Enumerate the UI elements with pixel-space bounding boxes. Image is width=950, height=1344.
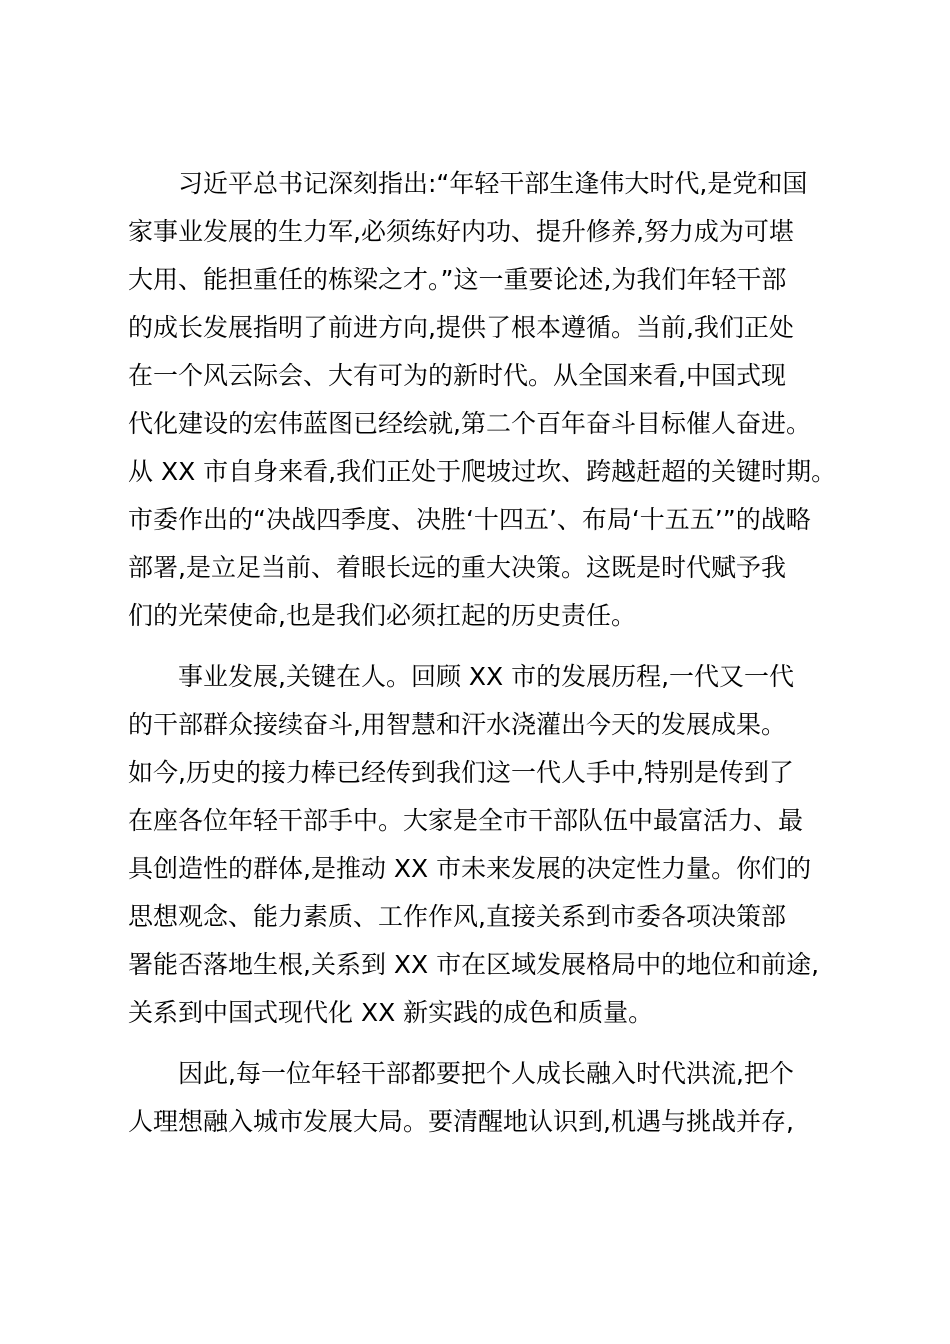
text-line: 在座各位年轻干部手中。大家是全市干部队伍中最富活力、最 [128,806,804,835]
text-line: 在一个风云际会、大有可为的新时代。从全国来看,中国式现 [128,361,786,390]
text-line: 市委作出的“决战四季度、决胜‘十四五’、布局‘十五五’”的战略 [128,505,811,534]
paragraph-3 [128,1050,848,1146]
text-line: 如今,历史的接力棒已经传到我们这一代人手中,特别是传到了 [128,758,794,787]
text-line: 习近平总书记深刻指出:“年轻干部生逢伟大时代,是党和国 [178,169,808,198]
text-line: 代化建设的宏伟蓝图已经绘就,第二个百年奋斗目标催人奋进。 [128,409,811,438]
text-line: 家事业发展的生力军,必须练好内功、提升修养,努力成为可堪 [128,217,794,246]
text-line: 署能否落地生根,关系到 XX 市在区域发展格局中的地位和前途, [128,950,820,979]
text-line: 的干部群众接续奋斗,用智慧和汗水浇灌出今天的发展成果。 [128,710,786,739]
paragraph-1 [128,160,848,640]
text-line: 从 XX 市自身来看,我们正处于爬坡过坎、跨越赶超的关键时期。 [128,457,837,486]
text-line: 的成长发展指明了前进方向,提供了根本遵循。当前,我们正处 [128,313,794,342]
paragraph-2 [128,653,848,1037]
text-line: 具创造性的群体,是推动 XX 市未来发展的决定性力量。你们的 [128,854,812,883]
text-line: 事业发展,关键在人。回顾 XX 市的发展历程,一代又一代 [178,662,795,691]
text-line: 人理想融入城市发展大局。要清醒地认识到,机遇与挑战并存, [128,1107,794,1136]
text-line: 们的光荣使命,也是我们必须扛起的历史责任。 [128,601,636,630]
text-line: 部署,是立足当前、着眼长远的重大决策。这既是时代赋予我 [128,553,786,582]
document-body [128,160,848,1146]
text-line: 关系到中国式现代化 XX 新实践的成色和质量。 [128,998,654,1027]
text-line: 思想观念、能力素质、工作作风,直接关系到市委各项决策部 [128,902,786,931]
text-line: 大用、能担重任的栋梁之才。”这一重要论述,为我们年轻干部 [128,265,787,294]
text-line: 因此,每一位年轻干部都要把个人成长融入时代洪流,把个 [178,1059,794,1088]
